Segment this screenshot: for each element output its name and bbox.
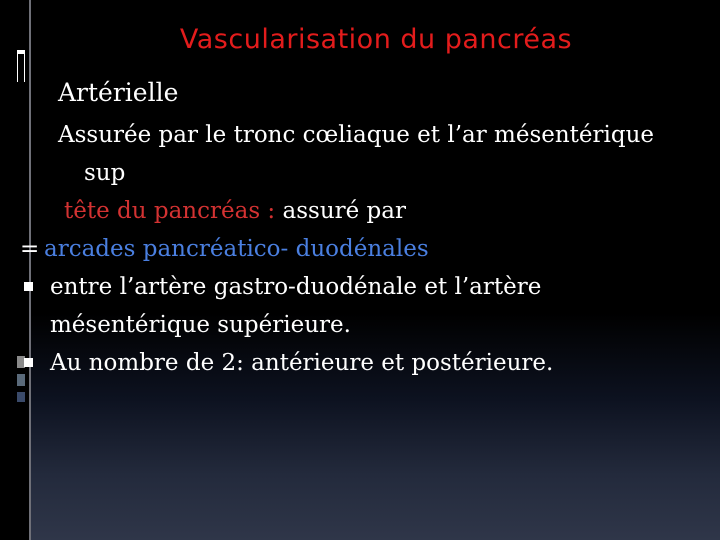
text-line-2-rest: assuré par — [275, 198, 406, 224]
slide-content — [20, 74, 708, 382]
decor-square-black — [18, 54, 24, 82]
bullet-item-1 — [22, 268, 708, 306]
bullet-square-icon — [24, 282, 33, 291]
slide-title: Vascularisation du pancréas — [179, 24, 573, 55]
bullet-item-1-cont: mésentérique supérieure. — [50, 312, 351, 338]
bullet-1-line-a: entre l’artère gastro-duodénale et l’artère — [50, 274, 542, 300]
bullet-square-icon — [24, 358, 33, 367]
slide-subtitle: Artérielle — [58, 78, 179, 107]
text-line-1-cont: sup — [84, 160, 126, 186]
decor-square-blue — [17, 392, 25, 402]
text-line-2 — [58, 192, 708, 230]
bullet-2-line-a: Au nombre de 2: antérieure et postérieure. — [50, 350, 554, 376]
text-line-3 — [22, 230, 708, 268]
text-highlight-red: tête du pancréas : — [64, 198, 276, 224]
text-line-1: Assurée par le tronc cœliaque et l’ar mésentérique — [58, 122, 655, 148]
text-highlight-blue: arcades pancréatico- duodénales — [44, 236, 429, 262]
bullet-item-2 — [22, 344, 708, 382]
equals-symbol: = — [20, 236, 40, 262]
